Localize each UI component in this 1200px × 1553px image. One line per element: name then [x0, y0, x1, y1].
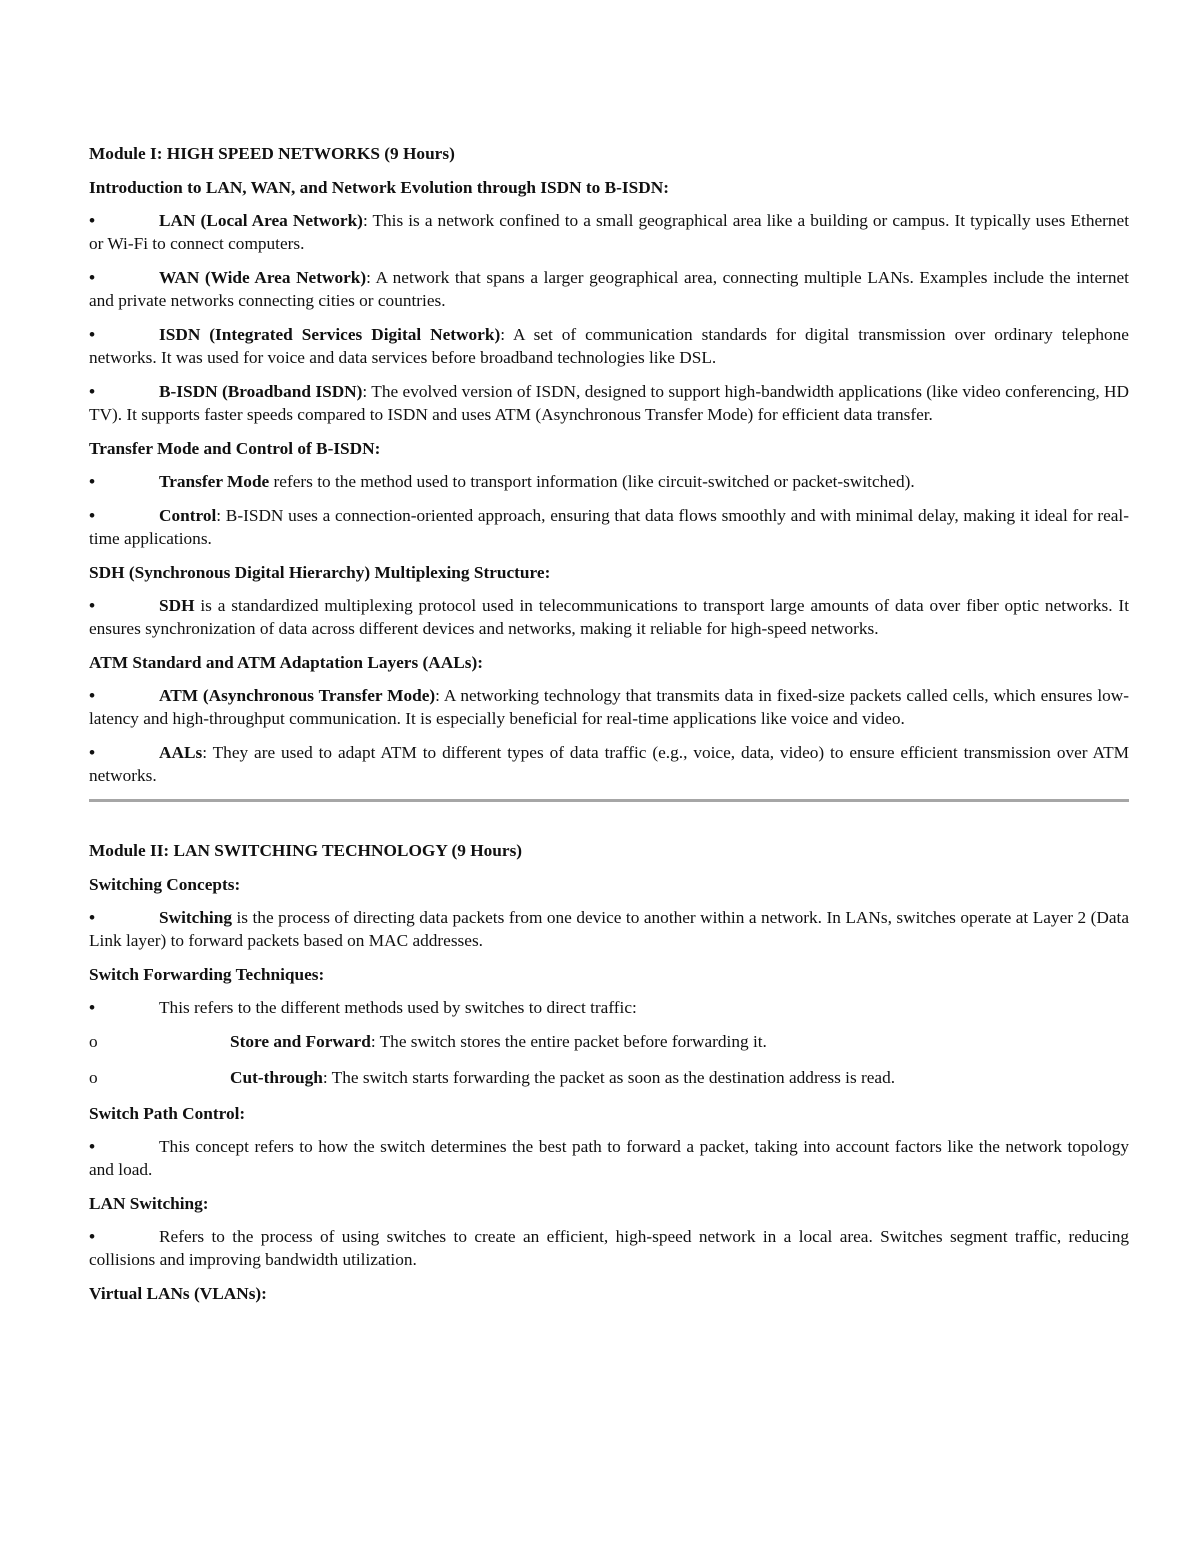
- sub-list-item: [89, 1066, 1129, 1089]
- item-text: : This is a network confined to a small geographical area like a building or campus. It typically uses Ethernet or Wi-Fi to connect computers.: [89, 211, 1129, 253]
- item-term: LAN (Local Area Network): [159, 211, 363, 230]
- bullet-icon: •: [89, 472, 96, 491]
- bullet-icon: •: [89, 908, 96, 927]
- item-text: This concept refers to how the switch determines the best path to forward a packet, taking into account factors like the network topology and load.: [89, 1137, 1129, 1179]
- bullet-icon: •: [89, 325, 96, 344]
- item-text: is the process of directing data packets from one device to another within a network. In LANs, switches operate at Layer 2 (Data Link layer) to forward packets based on MAC addresses.: [89, 908, 1129, 950]
- item-term: ISDN (Integrated Services Digital Network): [159, 325, 501, 344]
- item-term: B-ISDN (Broadband ISDN): [159, 382, 363, 401]
- bullet-icon: •: [89, 1137, 96, 1156]
- item-term: Cut-through: [230, 1068, 323, 1087]
- bullet-icon: •: [89, 686, 96, 705]
- section-heading: Virtual LANs (VLANs):: [89, 1284, 267, 1303]
- item-term: Control: [159, 506, 217, 525]
- bullet-icon: •: [89, 211, 96, 230]
- module-2-title: Module II: LAN SWITCHING TECHNOLOGY (9 Hours): [89, 841, 523, 860]
- circle-bullet-icon: o: [89, 1032, 98, 1051]
- item-text: : They are used to adapt ATM to different types of data traffic (e.g., voice, data, video) to ensure efficient transmission over ATM networks.: [89, 743, 1129, 785]
- list-item: [89, 1135, 1129, 1181]
- item-term: SDH: [159, 596, 195, 615]
- section-heading: ATM Standard and ATM Adaptation Layers (AALs):: [89, 653, 483, 672]
- list-item: [89, 470, 1129, 493]
- section-heading: LAN Switching:: [89, 1194, 209, 1213]
- item-text: : A set of communication standards for digital transmission over ordinary telephone networks. It was used for voice and data services before broadband technologies like DSL.: [89, 325, 1129, 367]
- item-text: : The switch stores the entire packet before forwarding it.: [370, 1032, 767, 1051]
- item-text: is a standardized multiplexing protocol used in telecommunications to transport large amounts of data over fiber optic networks. It ensures synchronization of data across different devices and networks, making it reliable for high-speed networks.: [89, 596, 1129, 638]
- bullet-icon: •: [89, 998, 96, 1017]
- bullet-icon: •: [89, 743, 96, 762]
- bullet-icon: •: [89, 268, 96, 287]
- list-item: [89, 684, 1129, 730]
- list-item: [89, 323, 1129, 369]
- list-item: [89, 906, 1129, 952]
- list-item: [89, 209, 1129, 255]
- section-heading: Switch Path Control:: [89, 1104, 246, 1123]
- section-heading: Switching Concepts:: [89, 875, 241, 894]
- item-text: Refers to the process of using switches to create an efficient, high-speed network in a local area. Switches segment traffic, reducing collisions and improving bandwidth utilization.: [89, 1227, 1129, 1269]
- item-term: WAN (Wide Area Network): [159, 268, 367, 287]
- section-heading: Introduction to LAN, WAN, and Network Evolution through ISDN to B-ISDN:: [89, 178, 669, 197]
- list-item: [89, 266, 1129, 312]
- bullet-icon: •: [89, 382, 96, 401]
- horizontal-divider: [89, 799, 1129, 802]
- bullet-icon: •: [89, 506, 96, 525]
- item-term: Switching: [159, 908, 232, 927]
- list-item: [89, 741, 1129, 787]
- item-text: This refers to the different methods used by switches to direct traffic:: [159, 998, 637, 1017]
- item-text: : A networking technology that transmits data in fixed-size packets called cells, which ensures low-latency and high-throughput communication. It is especially beneficial for real-time applications like voice and video.: [89, 686, 1129, 728]
- section-heading: SDH (Synchronous Digital Hierarchy) Multiplexing Structure:: [89, 563, 551, 582]
- document-page: [89, 142, 1129, 1315]
- item-text: : B-ISDN uses a connection-oriented approach, ensuring that data flows smoothly and with minimal delay, making it ideal for real-time applications.: [89, 506, 1129, 548]
- item-term: ATM (Asynchronous Transfer Mode): [159, 686, 436, 705]
- section-heading: Switch Forwarding Techniques:: [89, 965, 325, 984]
- section-heading: Transfer Mode and Control of B-ISDN:: [89, 439, 381, 458]
- module-1-title: Module I: HIGH SPEED NETWORKS (9 Hours): [89, 144, 455, 163]
- sub-list-item: [89, 1030, 1129, 1053]
- item-text: refers to the method used to transport information (like circuit-switched or packet-switched).: [269, 472, 915, 491]
- list-item: [89, 380, 1129, 426]
- list-item: [89, 504, 1129, 550]
- bullet-icon: •: [89, 596, 96, 615]
- item-text: : The switch starts forwarding the packet as soon as the destination address is read.: [322, 1068, 896, 1087]
- item-term: AALs: [159, 743, 203, 762]
- list-item: [89, 996, 1129, 1019]
- item-text: : The evolved version of ISDN, designed to support high-bandwidth applications (like video conferencing, HD TV). It supports faster speeds compared to ISDN and uses ATM (Asynchronous Transfer Mode) for efficient data transfer.: [89, 382, 1130, 424]
- item-term: Transfer Mode: [159, 472, 270, 491]
- circle-bullet-icon: o: [89, 1068, 98, 1087]
- item-term: Store and Forward: [230, 1032, 371, 1051]
- list-item: [89, 594, 1129, 640]
- list-item: [89, 1225, 1129, 1271]
- item-text: : A network that spans a larger geographical area, connecting multiple LANs. Examples include the internet and private networks connecting cities or countries.: [89, 268, 1129, 310]
- bullet-icon: •: [89, 1227, 96, 1246]
